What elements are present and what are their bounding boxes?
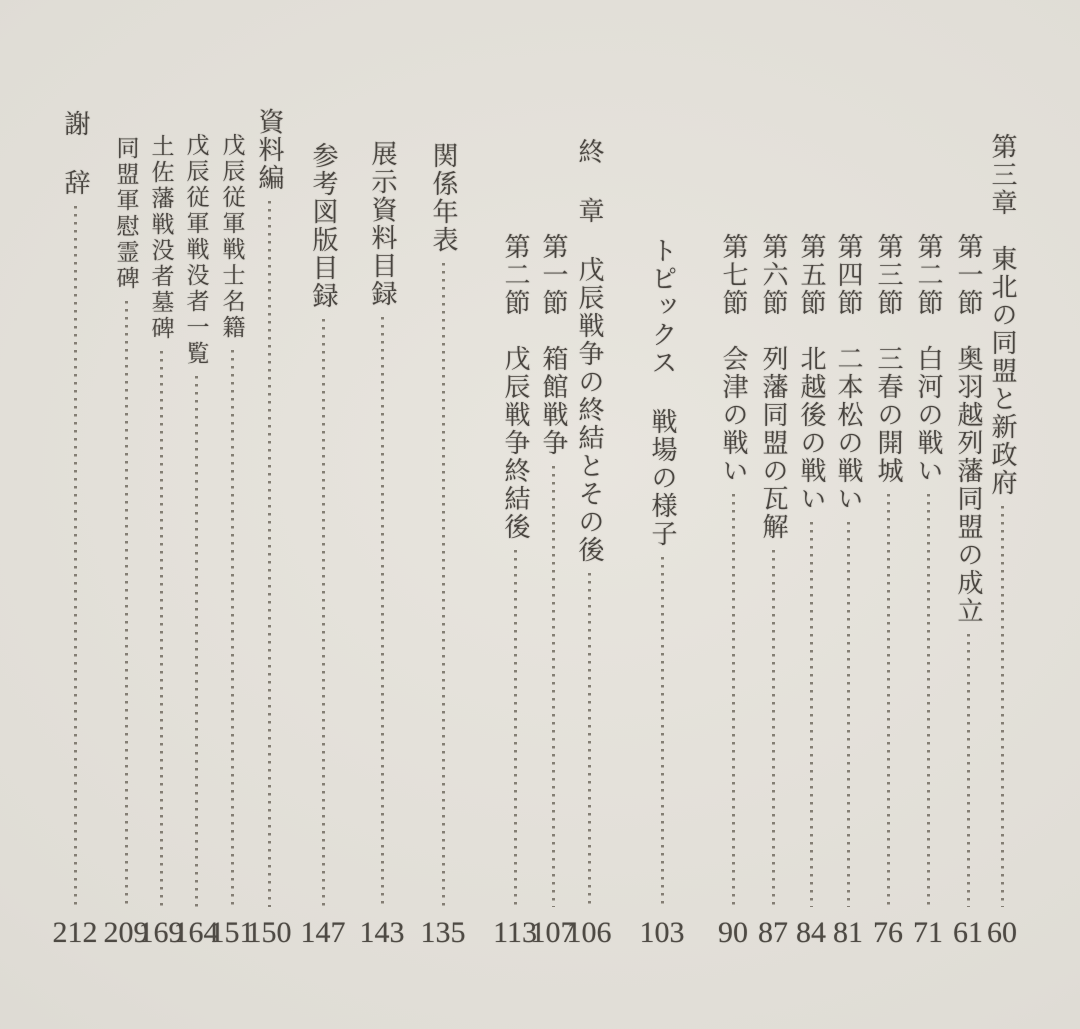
toc-entry (103, 0, 149, 949)
dot-leader (588, 573, 591, 907)
toc-entry (173, 0, 219, 949)
toc-entry (530, 0, 576, 949)
toc-entry-text: 同盟軍慰霊碑 (113, 136, 139, 292)
toc-entry (756, 0, 790, 948)
toc-entry-text: 謝 辞 (61, 110, 90, 197)
dot-leader (231, 350, 234, 907)
dot-leader (552, 466, 555, 907)
toc-entry (138, 0, 184, 949)
toc-entry (246, 0, 292, 949)
toc-entry (871, 0, 905, 948)
page-number: 107 (530, 916, 576, 949)
page-number: 209 (103, 916, 149, 949)
toc-entry (209, 0, 255, 949)
toc-entry (52, 0, 98, 949)
dot-leader (125, 301, 128, 907)
page-number: 87 (758, 916, 788, 949)
page-number: 113 (493, 916, 537, 949)
page-number: 106 (566, 916, 612, 949)
toc-entry-text: 戊辰従軍戦士名籍 (219, 133, 245, 341)
dot-leader (847, 522, 850, 907)
toc-entry-text: 第二節 戊辰戦争終結後 (501, 233, 530, 541)
toc-entry (911, 0, 945, 948)
dot-leader (160, 351, 163, 907)
toc-entry (985, 0, 1019, 948)
page-number: 103 (639, 916, 685, 949)
toc-entry-text: 第二節 白河の戦い (914, 233, 943, 485)
toc-entry-text: 展示資料目録 (368, 140, 397, 308)
toc-entry (420, 0, 466, 949)
toc-entry-text: 戊辰従軍戦没者一覧 (183, 133, 209, 367)
page-number: 143 (359, 916, 405, 949)
toc-entry-text: 資料編 (255, 108, 284, 192)
toc-entry (831, 0, 865, 948)
page-number: 76 (873, 916, 903, 949)
page-number: 164 (173, 916, 219, 949)
toc-entry-text: 第七節 会津の戦い (719, 233, 748, 485)
toc-entry-text: 終 章 戊辰戦争の終結とその後 (575, 138, 604, 564)
page-number: 84 (796, 916, 826, 949)
dot-leader (195, 376, 198, 907)
page-number: 169 (138, 916, 184, 949)
toc-entry-text: 第一節 奥羽越列藩同盟の成立 (954, 233, 983, 625)
dot-leader (772, 550, 775, 907)
page-number: 81 (833, 916, 863, 949)
dot-leader (661, 557, 664, 907)
page-number: 150 (246, 916, 292, 949)
toc-entry (359, 0, 405, 949)
toc-entry-text: 第四節 二本松の戦い (834, 233, 863, 513)
toc-entry-text: 第六節 列藩同盟の瓦解 (759, 233, 788, 541)
toc-entry (639, 0, 685, 949)
page-number: 212 (52, 916, 98, 949)
toc-entry-text: 参考図版目録 (309, 142, 338, 310)
page-number: 135 (420, 916, 466, 949)
toc-entry (716, 0, 750, 948)
dot-leader (268, 201, 271, 907)
page-number: 60 (987, 916, 1017, 949)
toc-entry-text: 第三節 三春の開城 (874, 233, 903, 485)
toc-entry-text: 第一節 箱館戦争 (539, 233, 568, 457)
dot-leader (732, 494, 735, 907)
dot-leader (887, 494, 890, 907)
dot-leader (927, 494, 930, 907)
dot-leader (967, 634, 970, 907)
page-number: 90 (718, 916, 748, 949)
toc-entry-text: 関係年表 (429, 142, 458, 254)
toc-entry (794, 0, 828, 948)
page-number: 71 (913, 916, 943, 949)
dot-leader (1001, 506, 1004, 907)
dot-leader (322, 319, 325, 907)
toc-entry-text: 第五節 北越後の戦い (797, 233, 826, 513)
dot-leader (810, 522, 813, 907)
page-number: 61 (953, 916, 983, 949)
toc-entry (951, 0, 985, 948)
page-number: 147 (300, 916, 346, 949)
toc-entry-text: トピックス 戦場の様子 (648, 237, 677, 548)
toc-entry (493, 0, 537, 949)
dot-leader (381, 317, 384, 907)
toc-entry-text: 土佐藩戦没者墓碑 (148, 134, 174, 342)
dot-leader (514, 550, 517, 907)
dot-leader (442, 263, 445, 907)
page-number: 151 (209, 916, 255, 949)
dot-leader (74, 206, 77, 907)
toc-entry (300, 0, 346, 949)
toc-entry-text: 第三章 東北の同盟と新政府 (988, 133, 1017, 497)
toc-entry (566, 0, 612, 949)
